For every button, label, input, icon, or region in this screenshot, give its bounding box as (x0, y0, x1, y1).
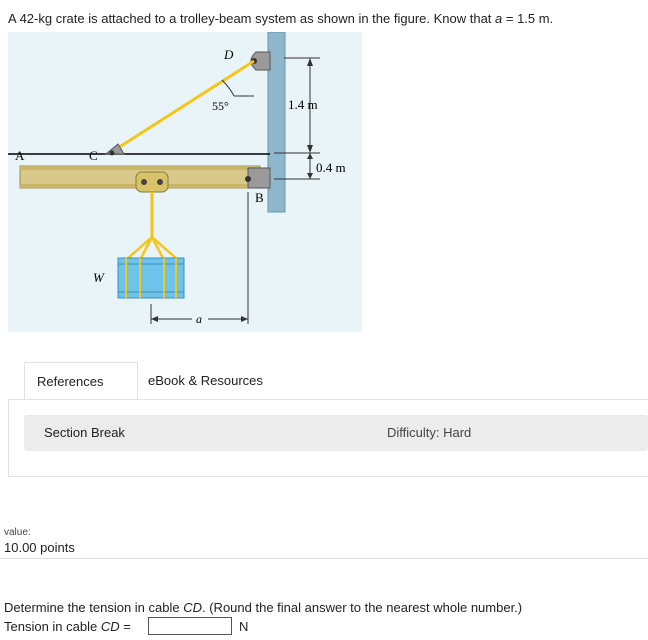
cable-cd (110, 61, 254, 153)
bracket-b (248, 168, 270, 188)
variable-a: a (495, 11, 503, 26)
wall (268, 32, 285, 212)
label-angle: 55° (212, 99, 229, 113)
pin-b (245, 176, 251, 182)
problem-figure (8, 32, 362, 332)
label-b: B (255, 190, 264, 205)
question-text: Determine the tension in cable CD. (Round the final answer to the nearest whole number.) (4, 600, 523, 615)
label-d: D (224, 47, 234, 62)
tab-references[interactable]: References (24, 362, 138, 400)
trolley (136, 172, 168, 192)
problem-statement: A 42-kg crate is attached to a trolley-beam system as shown in the figure. Know that a = 1.5 m. (8, 11, 554, 26)
label-c: C (89, 148, 98, 163)
tabs-row (8, 362, 648, 400)
label-a: A (15, 148, 25, 163)
answer-label: Tension in cable CD = (4, 619, 131, 634)
section-break-bar (24, 415, 648, 451)
value-points: 10.00 points (4, 540, 75, 555)
pin-c (110, 151, 115, 156)
tension-input[interactable] (148, 617, 232, 635)
section-title: Section Break (44, 425, 125, 440)
angle-arc (222, 80, 234, 96)
answer-unit: N (239, 619, 249, 634)
divider (0, 558, 648, 559)
tab-ebook-resources[interactable]: eBook & Resources (148, 373, 263, 388)
value-label: value: (4, 527, 31, 538)
label-dim-a: a (196, 312, 202, 326)
label-w: W (93, 270, 104, 285)
label-dim-small: 0.4 m (316, 160, 346, 175)
difficulty-label: Difficulty: Hard (387, 425, 472, 440)
label-dim-vertical: 1.4 m (288, 97, 318, 112)
question-cable: CD (183, 600, 202, 615)
